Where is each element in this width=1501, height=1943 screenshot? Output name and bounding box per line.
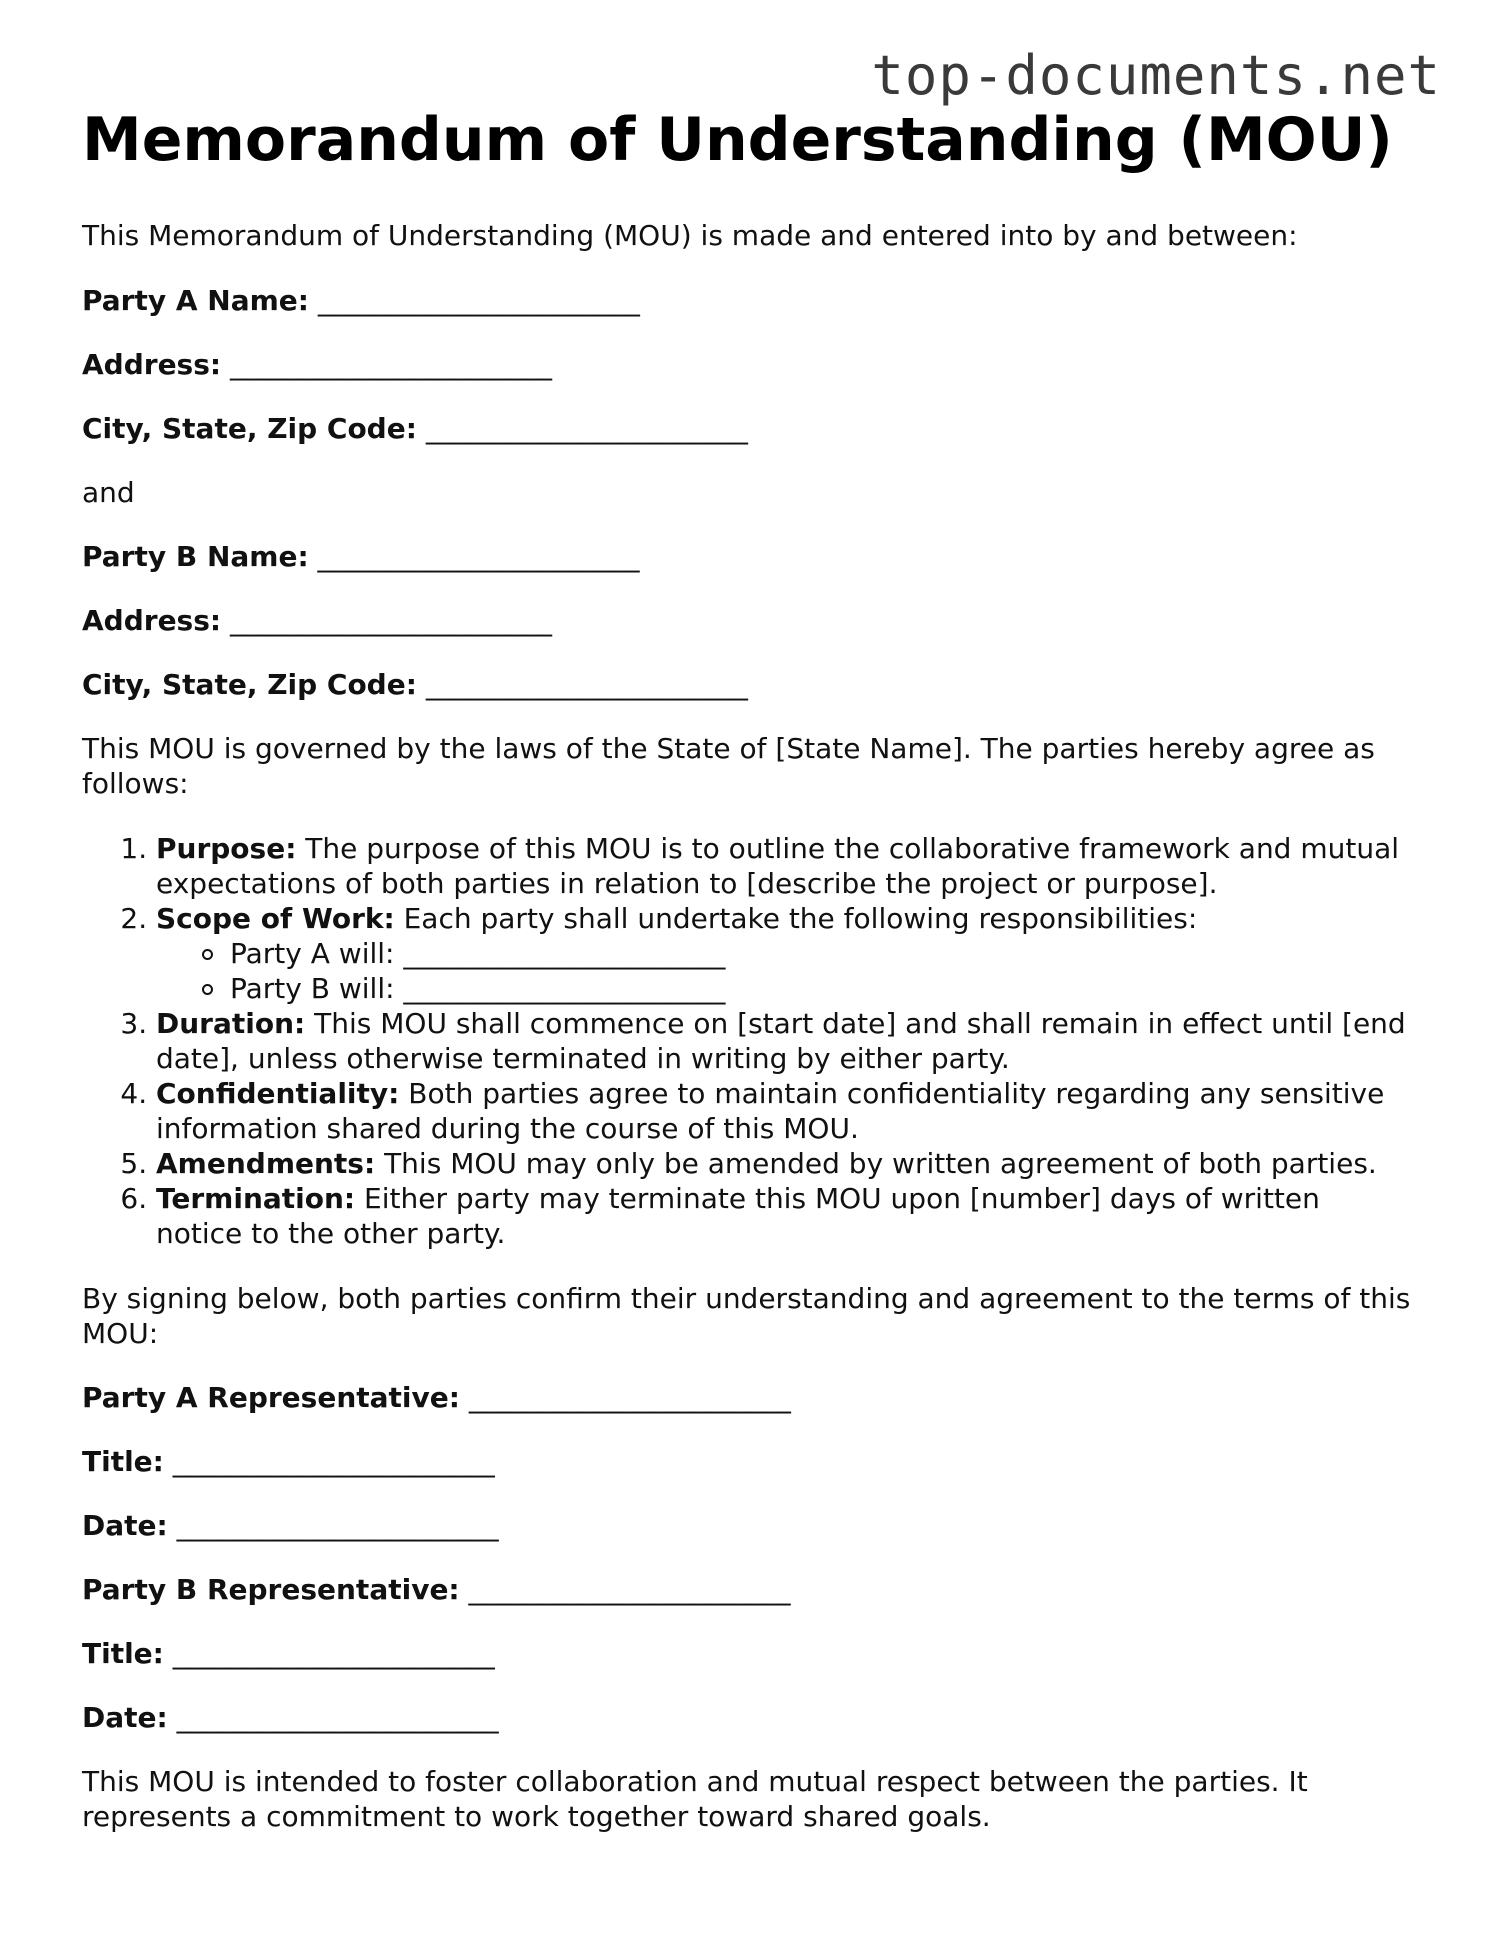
field-label: City, State, Zip Code:: [82, 668, 417, 701]
party-a-rep-field: [82, 1380, 1412, 1415]
party-a-address-field: [82, 347, 1412, 382]
scope-party-b: Party B will: _______________________: [230, 971, 1412, 1006]
closing-paragraph: This MOU is intended to foster collaboration and mutual respect between the parties. It represents a commitment to work together toward shared goals.: [82, 1765, 1308, 1833]
field-label: Party A Name:: [82, 284, 309, 317]
term-scope: [156, 901, 1412, 1006]
term-heading: Purpose:: [156, 832, 297, 865]
field-blank[interactable]: _______________________: [317, 284, 640, 317]
field-blank[interactable]: _______________________: [172, 1637, 495, 1670]
field-blank[interactable]: _______________________: [172, 1445, 495, 1478]
party-a-date-field: [82, 1508, 1412, 1543]
term-heading: Scope of Work:: [156, 902, 395, 935]
field-label: Address:: [82, 348, 222, 381]
field-label: Date:: [82, 1701, 168, 1734]
field-label: Party B Name:: [82, 540, 309, 573]
party-b-rep-field: [82, 1572, 1412, 1607]
field-blank[interactable]: _______________________: [230, 348, 552, 381]
field-blank[interactable]: _______________________: [176, 1701, 499, 1734]
term-text: This MOU shall commence on [start date] and shall remain in effect until [end date], unless otherwise terminated in writing by either party.: [156, 1007, 1406, 1075]
scope-party-a: Party A will: _______________________: [230, 936, 1412, 971]
field-label: Party B Representative:: [82, 1573, 460, 1606]
confirm-paragraph: By signing below, both parties confirm their understanding and agreement to the terms of this MOU:: [82, 1282, 1411, 1350]
field-label: Date:: [82, 1509, 168, 1542]
term-text: The purpose of this MOU is to outline the collaborative framework and mutual expectations of both parties in relation to [describe the project or purpose].: [156, 832, 1400, 900]
party-a-name-field: [82, 283, 1412, 318]
term-heading: Amendments:: [156, 1147, 376, 1180]
field-label: Address:: [82, 604, 222, 637]
field-label: Title:: [82, 1637, 164, 1670]
governing-law-paragraph: This MOU is governed by the laws of the State of [State Name]. The parties hereby agree as follows:: [82, 732, 1375, 800]
document-title: Memorandum of Understanding (MOU): [82, 105, 1393, 175]
party-a-city-field: [82, 411, 1412, 446]
party-a-title-field: [82, 1444, 1412, 1479]
field-blank[interactable]: _______________________: [176, 1509, 499, 1542]
field-label: Party A Representative:: [82, 1381, 460, 1414]
and-text: and: [82, 476, 135, 509]
party-b-date-field: [82, 1700, 1412, 1735]
term-termination: [156, 1181, 1412, 1251]
term-confidentiality: [156, 1076, 1412, 1146]
field-label: City, State, Zip Code:: [82, 412, 417, 445]
document-page: [82, 104, 1412, 1834]
intro-paragraph: This Memorandum of Understanding (MOU) is made and entered into by and between:: [82, 219, 1298, 252]
term-text: Each party shall undertake the following responsibilities:: [394, 902, 1198, 935]
field-blank[interactable]: _______________________: [230, 604, 552, 637]
party-b-title-field: [82, 1636, 1412, 1671]
term-text: Either party may terminate this MOU upon [number] days of written notice to the other party.: [156, 1182, 1320, 1250]
party-b-city-field: [82, 667, 1412, 702]
term-duration: [156, 1006, 1412, 1076]
party-b-address-field: [82, 603, 1412, 638]
term-purpose: [156, 831, 1412, 901]
terms-list: [82, 831, 1412, 1251]
term-amendments: [156, 1146, 1412, 1181]
field-blank[interactable]: _______________________: [468, 1381, 791, 1414]
term-text: This MOU may only be amended by written agreement of both parties.: [375, 1147, 1377, 1180]
term-heading: Confidentiality:: [156, 1077, 400, 1110]
term-heading: Duration:: [156, 1007, 306, 1040]
party-b-name-field: [82, 539, 1412, 574]
watermark: top-documents.net: [871, 44, 1441, 107]
field-blank[interactable]: _______________________: [317, 540, 640, 573]
field-blank[interactable]: _______________________: [468, 1573, 791, 1606]
field-blank[interactable]: _______________________: [425, 668, 748, 701]
field-blank[interactable]: _______________________: [425, 412, 748, 445]
field-label: Title:: [82, 1445, 164, 1478]
scope-sublist: [156, 936, 1412, 1006]
term-text: Both parties agree to maintain confidentiality regarding any sensitive information shared during the course of this MOU.: [156, 1077, 1385, 1145]
term-heading: Termination:: [156, 1182, 356, 1215]
